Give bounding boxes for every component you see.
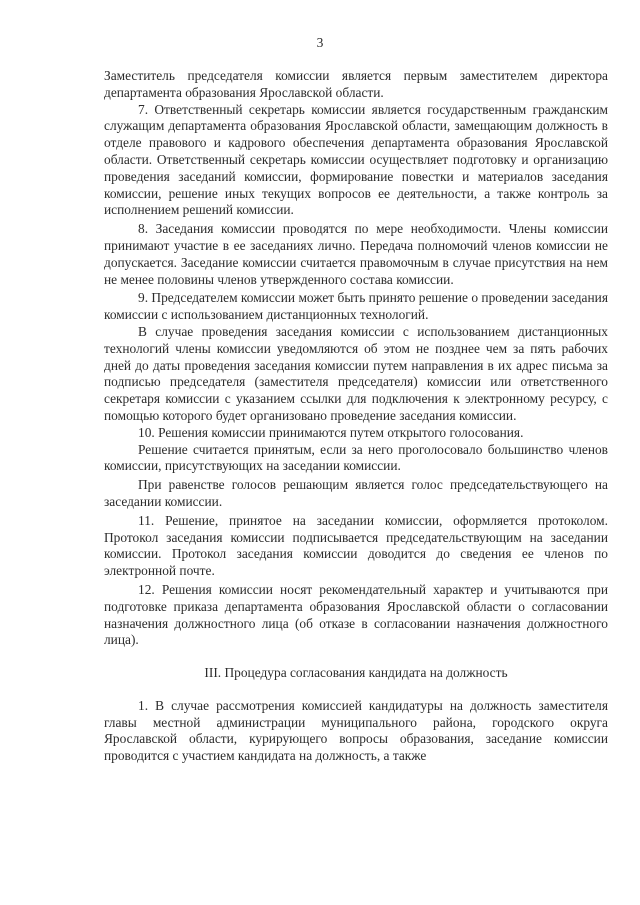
section-heading: III. Процедура согласования кандидата на должность [204, 665, 508, 681]
paragraph-10-majority: Решение считается принятым, если за него проголосовало большинство членов комиссии, присутствующих на заседании комиссии. [104, 441, 608, 474]
paragraph-11: 11. Решение, принятое на заседании комиссии, оформляется протоколом. Протокол заседания комиссии подписывается председательствующим на заседании комиссии. Протокол заседания комиссии доводится до сведения ее членов по электронной почте. [104, 512, 608, 579]
page-number: 3 [316, 35, 324, 50]
paragraph-10-tie: При равенстве голосов решающим является голос председательствующего на заседании комиссии. [104, 477, 608, 509]
paragraph-9: 9. Председателем комиссии может быть принято решение о проведении заседания комиссии с использованием дистанционных технологий. [104, 290, 608, 323]
paragraph-deputy-chair: Заместитель председателя комиссии является первым заместителем директора департамента образования Ярославской области. [104, 68, 608, 100]
paragraph-7: 7. Ответственный секретарь комиссии является государственным гражданским служащим департамента образования Ярославской области, замещающим должность в отделе правового и кадрового обеспечения департамента образования Ярославской области. Ответственный секретарь комиссии осуществляет подготовку и организацию проведения заседаний комиссии, формирование повестки и материалов заседания комиссии, решение иных текущих вопросов ее деятельности, а также контроль за исполнением решений комиссии. [104, 101, 608, 218]
paragraph-9-remote: В случае проведения заседания комиссии с использованием дистанционных технологий члены комиссии уведомляются об этом не позднее чем за пять рабочих дней до даты проведения заседания комиссии путем направления в их адрес письма за подписью председателя (заместителя председателя) комиссии или ответственного секретаря комиссии с указанием ссылки для подключения к электронному ресурсу, с помощью которого будет организовано проведение заседания комиссии. [104, 323, 608, 423]
paragraph-8: 8. Заседания комиссии проводятся по мере необходимости. Члены комиссии принимают участие в ее заседаниях лично. Передача полномочий членов комиссии не допускается. Заседание комиссии считается правомочным в случае присутствия на нем не менее половины членов утвержденного состава комиссии. [104, 221, 608, 287]
paragraph-12: 12. Решения комиссии носят рекомендательный характер и учитываются при подготовке приказа департамента образования Ярославской области о согласовании назначения должностного лица (об отказе в согласовании назначения должностного лица). [104, 581, 608, 648]
paragraph-10: 10. Решения комиссии принимаются путем открытого голосования. [138, 424, 524, 440]
document-body [104, 68, 608, 765]
section-3-paragraph-1: 1. В случае рассмотрения комиссией кандидатуры на должность заместителя главы местной администрации муниципального района, городского округа Ярославской области, курирующего вопросы образования, заседание комиссии проводится с участием кандидата на должность, а также [104, 697, 608, 764]
